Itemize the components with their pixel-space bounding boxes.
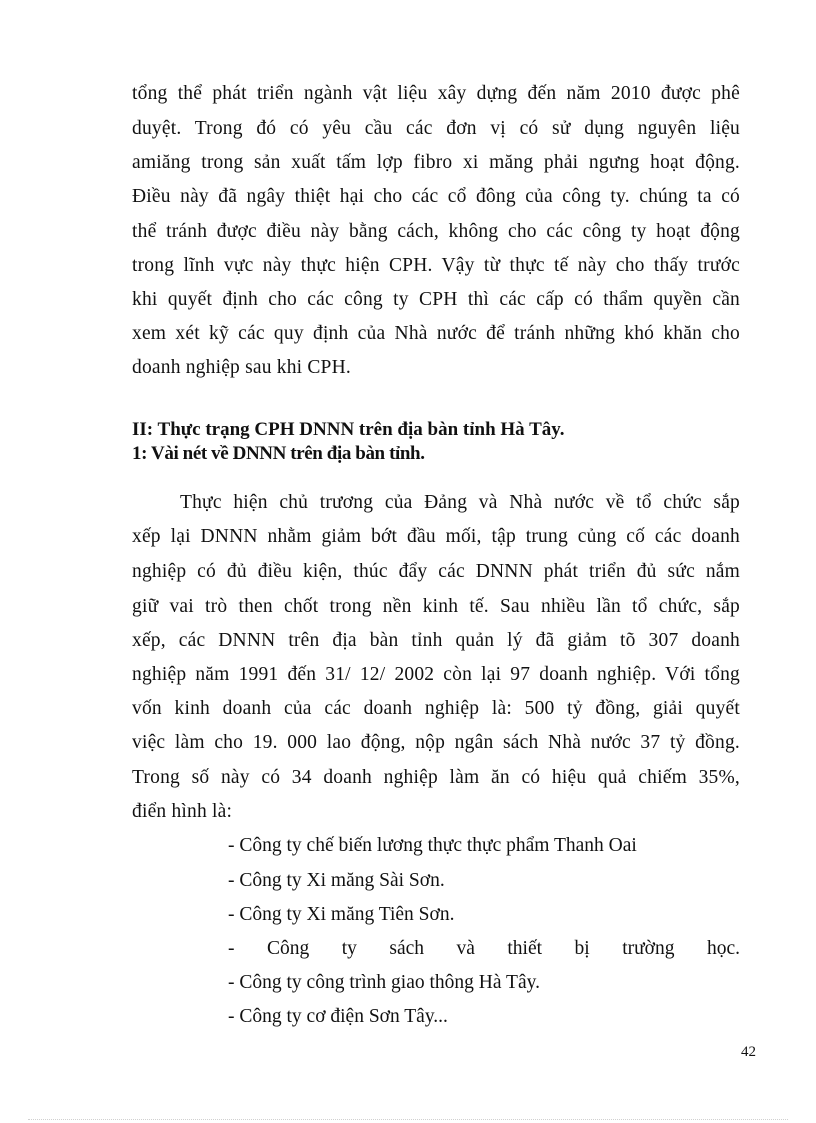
paragraph-line: doanh nghiệp sau khi CPH. xyxy=(132,357,351,378)
paragraph-line: giữ vai trò then chốt trong nền kinh tế. Sau nhiều lần tổ chức, sắp xyxy=(132,596,740,617)
paragraph-line: việc làm cho 19. 000 lao động, nộp ngân sách Nhà nước 37 tỷ đồng. xyxy=(132,732,740,753)
list-item: - Công ty sách và thiết bị trường học. xyxy=(228,938,740,959)
paragraph-line: nghiệp có đủ điều kiện, thúc đẩy các DNNN phát triển đủ sức nắm xyxy=(132,561,740,582)
paragraph-line: Điều này đã ngây thiệt hại cho các cổ đông của công ty. chúng ta có xyxy=(132,186,740,207)
paragraph-line: Trong số này có 34 doanh nghiệp làm ăn có hiệu quả chiếm 35%, xyxy=(132,767,740,788)
paragraph-line: trong lĩnh vực này thực hiện CPH. Vậy từ thực tế này cho thấy trước xyxy=(132,255,740,276)
paragraph-line: duyệt. Trong đó có yêu cầu các đơn vị có sử dụng nguyên liệu xyxy=(132,118,740,139)
paragraph-line: thể tránh được điều này bằng cách, không cho các công ty hoạt động xyxy=(132,221,740,242)
subsection-heading: 1: Vài nét về DNNN trên địa bàn tỉnh. xyxy=(132,443,425,464)
list-item: - Công ty Xi măng Tiên Sơn. xyxy=(228,904,455,925)
section-heading: II: Thực trạng CPH DNNN trên địa bàn tỉnh Hà Tây. xyxy=(132,419,565,440)
paragraph-line: xếp, các DNNN trên địa bàn tỉnh quản lý đã giảm tõ 307 doanh xyxy=(132,630,740,651)
paragraph-line: tổng thể phát triển ngành vật liệu xây dựng đến năm 2010 được phê xyxy=(132,83,740,104)
paragraph-line: vốn kinh doanh của các doanh nghiệp là: 500 tỷ đồng, giải quyết xyxy=(132,698,740,719)
paragraph-line: điển hình là: xyxy=(132,801,233,822)
paragraph-line: xem xét kỹ các quy định của Nhà nước để tránh những khó khăn cho xyxy=(132,323,740,344)
list-item: - Công ty cơ điện Sơn Tây... xyxy=(228,1006,448,1027)
paragraph-line: nghiệp năm 1991 đến 31/ 12/ 2002 còn lại 97 doanh nghiệp. Với tổng xyxy=(132,664,740,685)
paragraph-line: khi quyết định cho các công ty CPH thì các cấp có thẩm quyền cần xyxy=(132,289,740,310)
list-item: - Công ty chế biến lương thực thực phẩm Thanh Oai xyxy=(228,835,637,856)
list-item: - Công ty Xi măng Sài Sơn. xyxy=(228,870,445,891)
paragraph-line: amiăng trong sản xuất tấm lợp fibro xi măng phải ngưng hoạt động. xyxy=(132,152,740,173)
paragraph-line: Thực hiện chủ trương của Đảng và Nhà nước về tổ chức sắp xyxy=(180,492,740,513)
paragraph-line: xếp lại DNNN nhằm giảm bớt đầu mối, tập trung củng cố các doanh xyxy=(132,526,740,547)
page-bottom-divider xyxy=(28,1119,788,1120)
page-number: 42 xyxy=(741,1044,756,1060)
list-item: - Công ty công trình giao thông Hà Tây. xyxy=(228,972,540,993)
